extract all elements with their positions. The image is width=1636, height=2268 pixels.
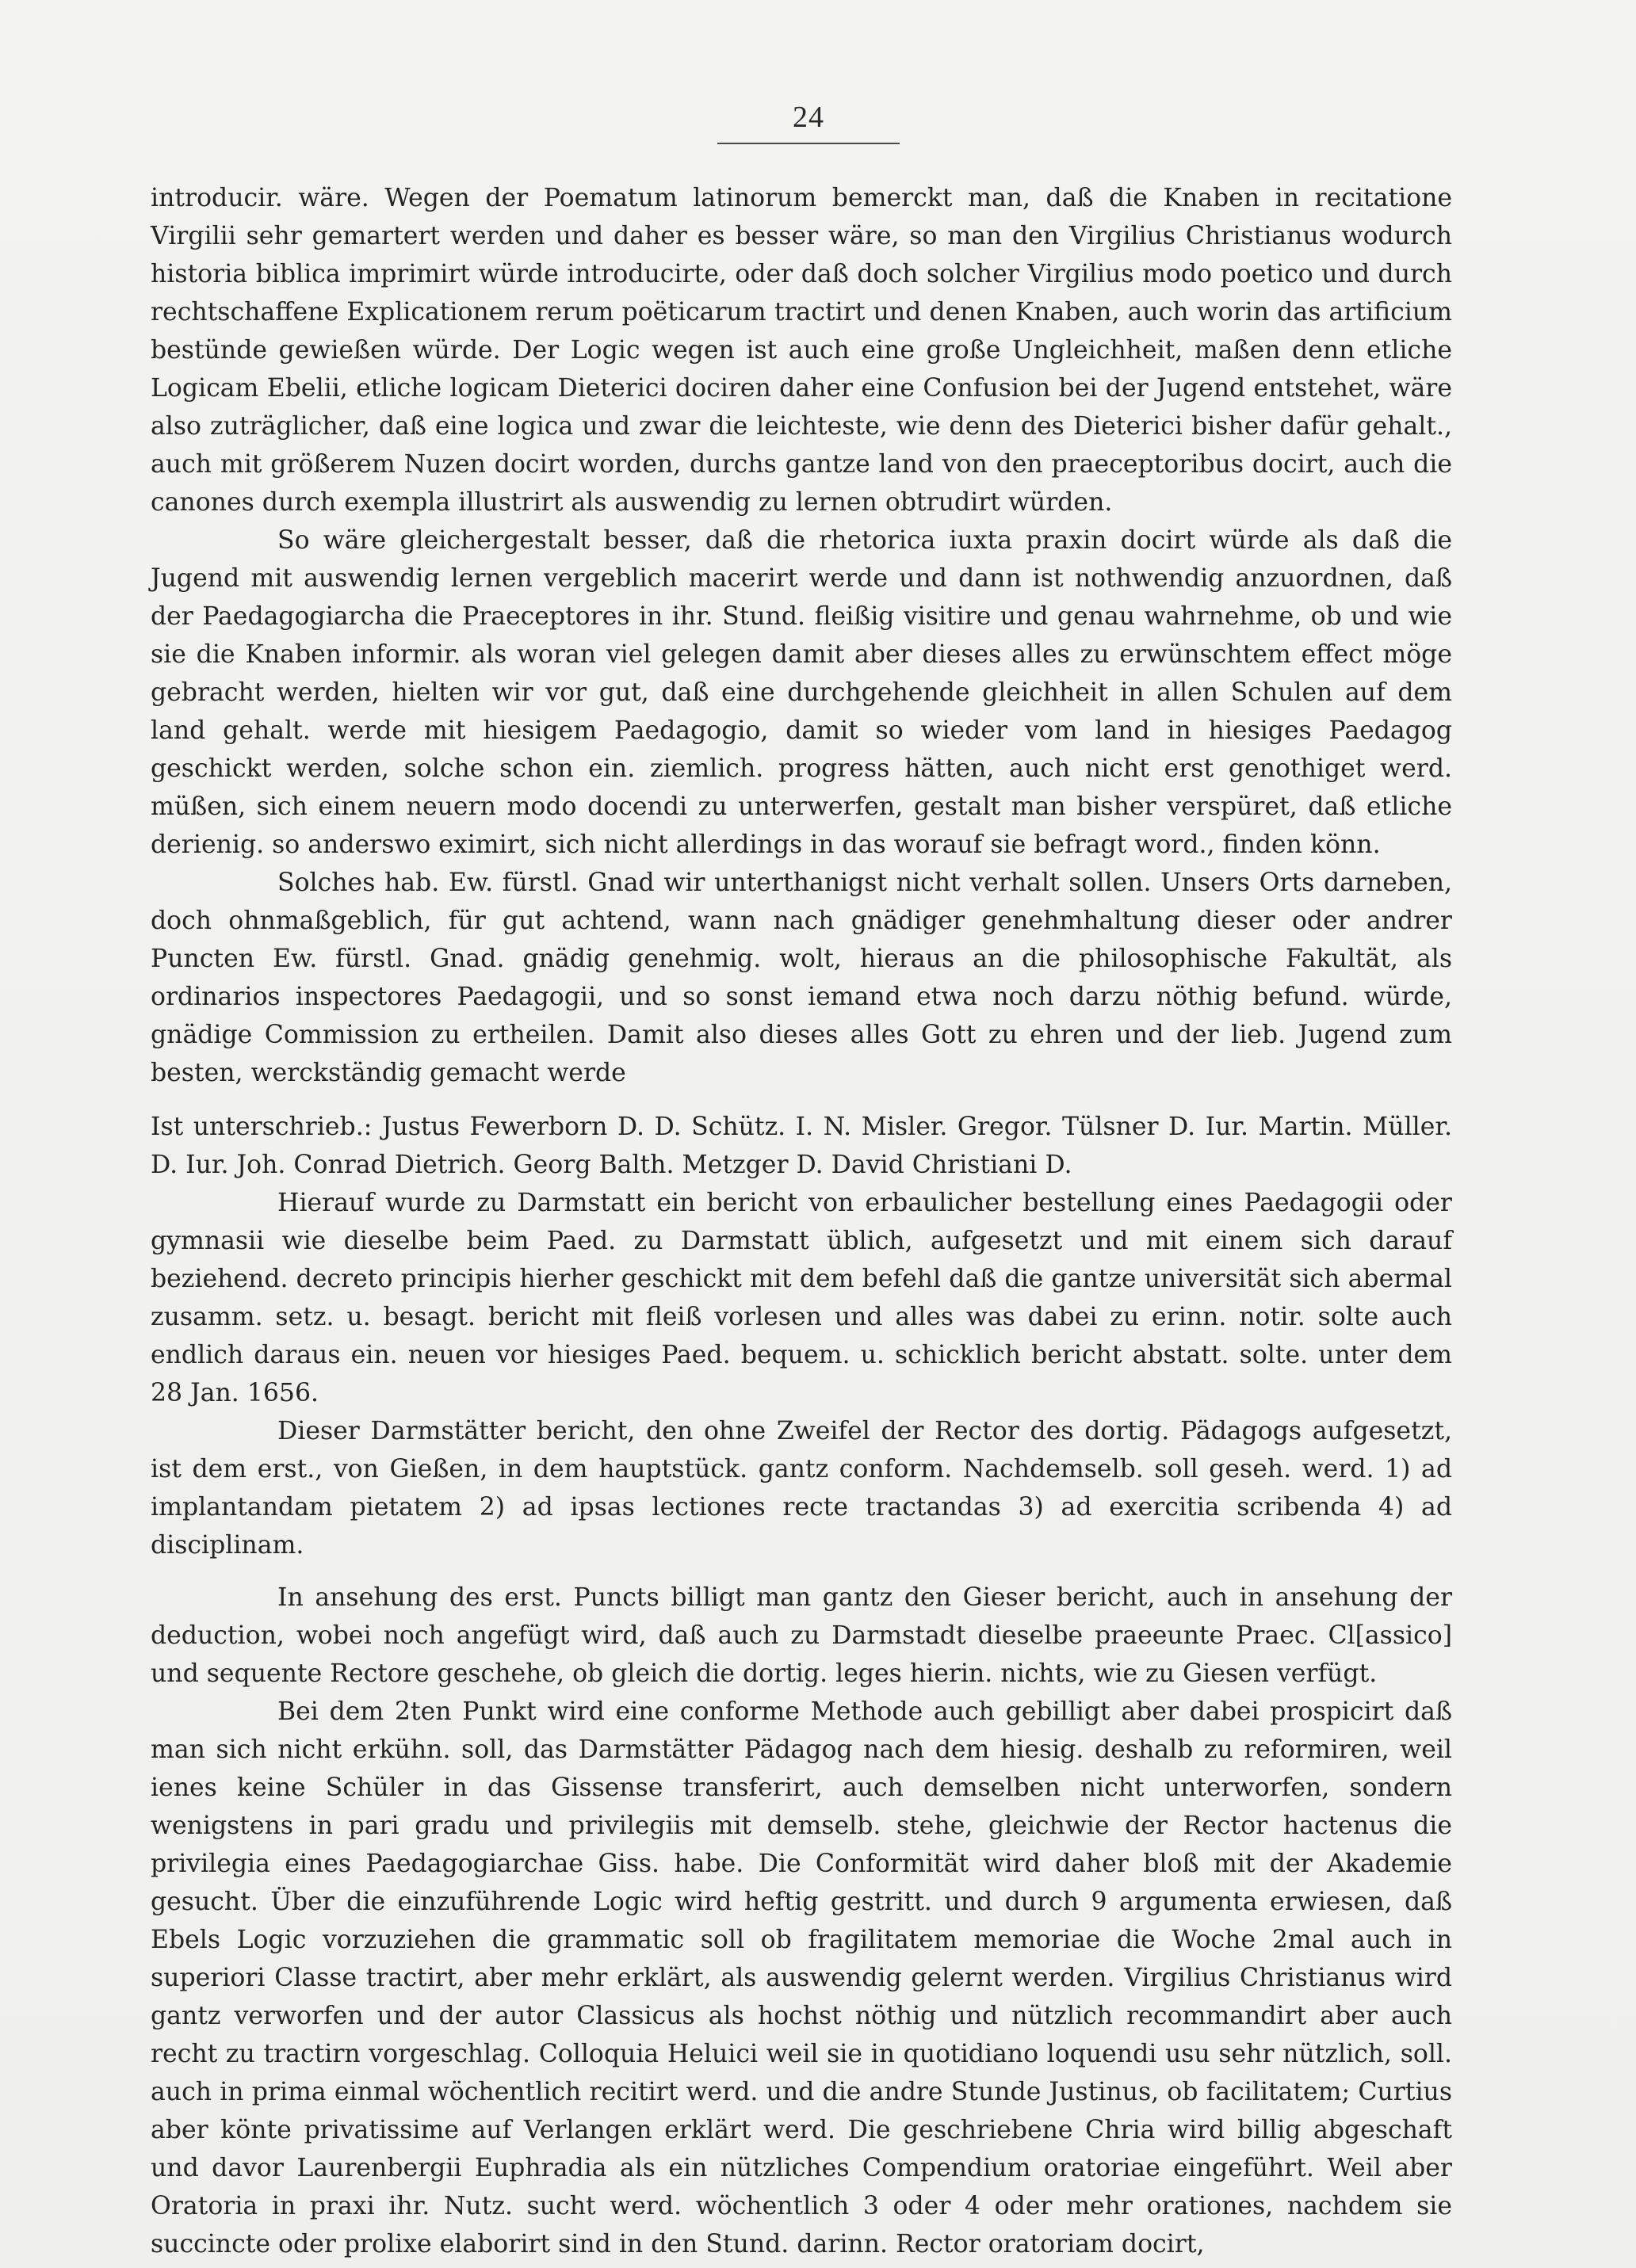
paragraph-5: Hierauf wurde zu Darmstatt ein bericht von erbaulicher bestellung eines Paedagogii oder gymnasii wie dieselbe beim Paed. zu Darmstatt üblich, aufgesetzt und mit einem sich darauf beziehend. decreto principis hierher geschickt mit dem befehl daß die gantze universität sich abermal zusamm. setz. u. besagt. bericht mit fleiß vorlesen und alles was dabei zu erinn. notir. solte auch endlich daraus ein. neuen vor hiesiges Paed. bequem. u. schicklich bericht abstatt. solte. unter dem 28 Jan. 1656. xyxy=(151,1189,1452,1407)
page-number-rule xyxy=(717,143,900,144)
paragraph-7: In ansehung des erst. Puncts billigt man gantz den Gieser bericht, auch in ansehung der deduction, wobei noch angefügt wird, daß auch zu Darmstadt dieselbe praeeunte Praec. Cl[assico] und sequente Rectore geschehe, ob gleich die dortig. leges hierin. nichts, wie zu Giesen verfügt. xyxy=(151,1583,1452,1688)
paragraph-1: introducir. wäre. Wegen der Poematum latinorum bemerckt man, daß die Knaben in recitatione Virgilii sehr gemartert werden und daher es besser wäre, so man den Virgilius Christianus wodurch historia biblica imprimirt würde introducirte, oder daß doch solcher Virgilius modo poetico und durch rechtschaffene Explicationem rerum poëticarum tractirt und denen Knaben, auch worin das artificium bestünde gewießen würde. Der Logic wegen ist auch eine große Ungleichheit, maßen denn etliche Logicam Ebelii, etliche logicam Dieterici dociren daher eine Confusion bei der Jugend entstehet, wäre also zuträglicher, daß eine logica und zwar die leichteste, wie denn des Dieterici bisher dafür gehalt., auch mit größerem Nuzen docirt worden, durchs gantze land von den praeceptoribus docirt, auch die canones durch exempla illustrirt als auswendig zu lernen obtrudirt würden. xyxy=(151,184,1452,517)
paragraph-6: Dieser Darmstätter bericht, den ohne Zweifel der Rector des dortig. Pädagogs aufgesetzt, ist dem erst., von Gießen, in dem hauptstück. gantz conform. Nachdemselb. soll geseh. werd. 1) ad implantandam pietatem 2) ad ipsas lectiones recte tractandas 3) ad exercitia scribenda 4) ad disciplinam. xyxy=(151,1417,1452,1560)
body-text xyxy=(151,179,1452,2263)
paragraph-8: Bei dem 2ten Punkt wird eine conforme Methode auch gebilligt aber dabei prospicirt daß man sich nicht erkühn. soll, das Darmstätter Pädagog nach dem hiesig. deshalb zu reformiren, weil ienes keine Schüler in das Gissense transferirt, auch demselben nicht unterworfen, sondern wenigstens in pari gradu und privilegiis mit demselb. stehe, gleichwie der Rector hactenus die privilegia eines Paedagogiarchae Giss. habe. Die Conformität wird daher bloß mit der Akademie gesucht. Über die einzuführende Logic wird heftig gestritt. und durch 9 argumenta erwiesen, daß Ebels Logic vorzuziehen die grammatic soll ob fragilitatem memoriae die Woche 2mal auch in superiori Classe tractirt, aber mehr erklärt, als auswendig gelernt werden. Virgilius Christianus wird gantz verworfen und der autor Classicus als hochst nöthig und nützlich recommandirt aber auch recht zu tractirn vorgeschlag. Colloquia Heluici weil sie in quotidiano loquendi usu sehr nützlich, soll. auch in prima einmal wöchentlich recitirt werd. und die andre Stunde Justinus, ob facilitatem; Curtius aber könte privatissime auf Verlangen erklärt werd. Die geschriebene Chria wird billig abgeschaft und davor Laurenbergii Euphradia als ein nützliches Compendium oratoriae eingeführt. Weil aber Oratoria in praxi ihr. Nutz. sucht werd. wöchentlich 3 oder 4 oder mehr orationes, nachdem sie succincte oder prolixe elaborirt sind in den Stund. darinn. Rector oratoriam docirt, xyxy=(151,1697,1452,2258)
paragraph-2: So wäre gleichergestalt besser, daß die rhetorica iuxta praxin docirt würde als daß die Jugend mit auswendig lernen vergeblich macerirt werde und dann ist nothwendig anzuordnen, daß der Paedagogiarcha die Praeceptores in ihr. Stund. fleißig visitire und genau wahrnehme, ob und wie sie die Knaben informir. als woran viel gelegen damit aber dieses alles zu erwünschtem effect möge gebracht werden, hielten wir vor gut, daß eine durchgehende gleichheit in allen Schulen auf dem land gehalt. werde mit hiesigem Paedagogio, damit so wieder vom land in hiesiges Paedagog geschickt werden, solche schon ein. ziemlich. progress hätten, auch nicht erst genothiget werd. müßen, sich einem neuern modo docendi zu unterwerfen, gestalt man bisher verspüret, daß etliche derienig. so anderswo eximirt, sich nicht allerdings in das worauf sie befragt word., finden könn. xyxy=(151,526,1452,859)
paragraph-3: Solches hab. Ew. fürstl. Gnad wir unterthanigst nicht verhalt sollen. Unsers Orts darneben, doch ohnmaßgeblich, für gut achtend, wann nach gnädiger genehmhaltung dieser oder andrer Puncten Ew. fürstl. Gnad. gnädig genehmig. wolt, hieraus an die philosophische Fakultät, als ordinarios inspectores Paedagogii, und so sonst iemand etwa noch darzu nöthig befund. würde, gnädige Commission zu ertheilen. Damit also dieses alles Gott zu ehren und der lieb. Jugend zum besten, werckständig gemacht werde xyxy=(151,869,1452,1087)
page-number: 24 xyxy=(793,101,824,134)
signatories-paragraph: Ist unterschrieb.: Justus Fewerborn D. D. Schütz. I. N. Misler. Gregor. Tülsner D. Iur. Martin. Müller. D. Iur. Joh. Conrad Dietrich. Georg Balth. Metzger D. David Christiani D. xyxy=(151,1113,1452,1179)
